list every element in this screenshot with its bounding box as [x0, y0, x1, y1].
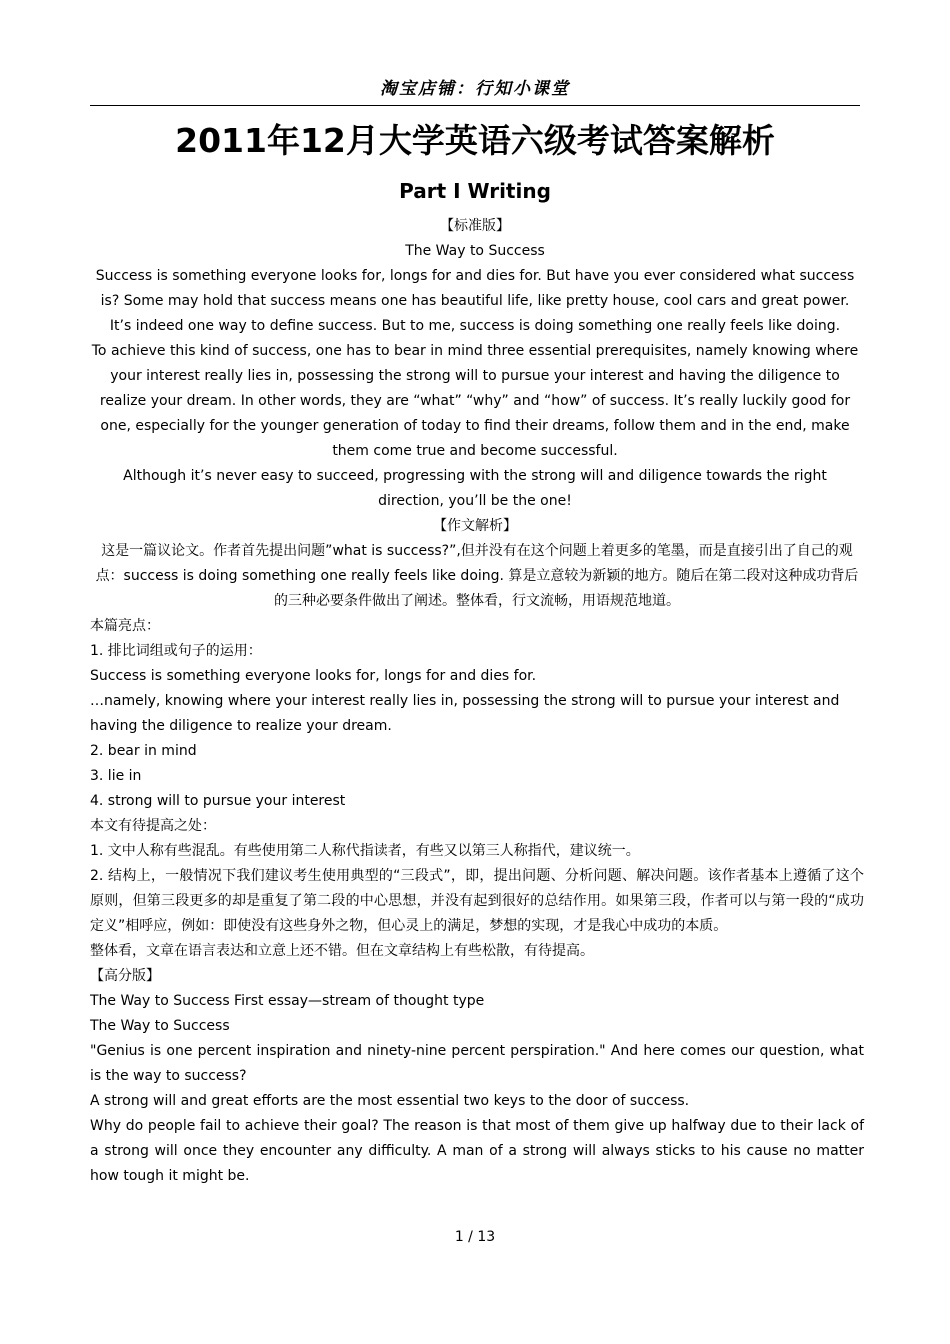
high-score-line: Why do people fail to achieve their goal? The reason is that most of them give up halfway due to their lack of a strong will once they encounter any difficulty. A man of a strong will always sticks to his cause no matter how tough it might be. [90, 1118, 864, 1184]
section-title: Part I Writing [399, 179, 551, 203]
highlight-item: 4. strong will to pursue your interest [90, 793, 346, 809]
standard-paragraph: Success is something everyone looks for, longs for and dies for. But have you ever considered what success is? Some may hold that success means one has beautiful life, like pretty house, cool cars and great power. It’s indeed one way to define success. But to me, success is doing something one really feels like doing. [95, 268, 855, 334]
improvement-item: 2. 结构上，一般情况下我们建议考生使用典型的“三段式”，即，提出问题、分析问题、解决问题。该作者基本上遵循了这个原则，但第三段更多的却是重复了第二段的中心思想，并没有起到很好的总结作用。如果第三段，作者可以与第一段的“成功定义”相呼应，例如：即使没有这些身外之物，但心灵上的满足，梦想的实现，才是我心中成功的本质。 [90, 868, 864, 934]
standard-paragraph: Although it’s never easy to succeed, progressing with the strong will and diligence towards the right direction, you’ll be the one! [123, 468, 827, 509]
analysis-section [90, 539, 864, 1189]
high-score-line: A strong will and great efforts are the most essential two keys to the door of success. [90, 1093, 690, 1109]
standard-paragraph: To achieve this kind of success, one has to bear in mind three essential prerequisites, namely knowing where your interest really lies in, possessing the strong will to pursue your interest and having the diligence to realize your dream. In other words, they are “what” “why” and “how” of success. It’s really luckily good for one, especially for the younger generation of today to find their dreams, follow them and in the end, make them come true and become successful. [91, 343, 859, 459]
improvement-item: 1. 文中人称有些混乱。有些使用第二人称代指读者，有些又以第三人称指代，建议统一。 [90, 843, 640, 859]
standard-essay-title: The Way to Success [405, 243, 545, 259]
highlight-item: Success is something everyone looks for, longs for and dies for. [90, 668, 537, 684]
highlights-label: 本篇亮点： [90, 618, 160, 634]
page-header: 淘宝店铺：行知小课堂 [380, 79, 570, 99]
page-number: 1 / 13 [454, 1229, 496, 1245]
document-title: 2011年12月大学英语六级考试答案解析 [175, 121, 775, 160]
header-divider [90, 105, 860, 106]
analysis-text: 这是一篇议论文。作者首先提出问题”what is success?”,但并没有在这个问题上着更多的笔墨，而是直接引出了自己的观点：success is doing something one really feels like doing. 算是立意较为新颖的地方。随后在第二段对这种成功背后的三种必要条件做出了阐述。整体看，行文流畅，用语规范地道。 [95, 543, 859, 609]
high-score-line: "Genius is one percent inspiration and ninety-nine percent perspiration." And here comes our question, what is the way to success? [90, 1043, 864, 1084]
analysis-label: 【作文解析】 [433, 518, 517, 534]
highlight-item: 2. bear in mind [90, 743, 197, 759]
highlight-item: 1. 排比词组或句子的运用： [90, 643, 262, 659]
improvements-label: 本文有待提高之处： [90, 818, 216, 834]
standard-label: 【标准版】 [440, 218, 510, 234]
high-score-line: The Way to Success First essay—stream of thought type [90, 993, 485, 1009]
standard-version [90, 214, 860, 539]
improvement-summary: 整体看，文章在语言表达和立意上还不错。但在文章结构上有些松散，有待提高。 [90, 943, 594, 959]
highlight-item: 3. lie in [90, 768, 142, 784]
high-score-label: 【高分版】 [90, 968, 160, 984]
highlight-item: …namely, knowing where your interest really lies in, possessing the strong will to pursue your interest and having the diligence to realize your dream. [90, 693, 840, 734]
high-score-line: The Way to Success [90, 1018, 230, 1034]
